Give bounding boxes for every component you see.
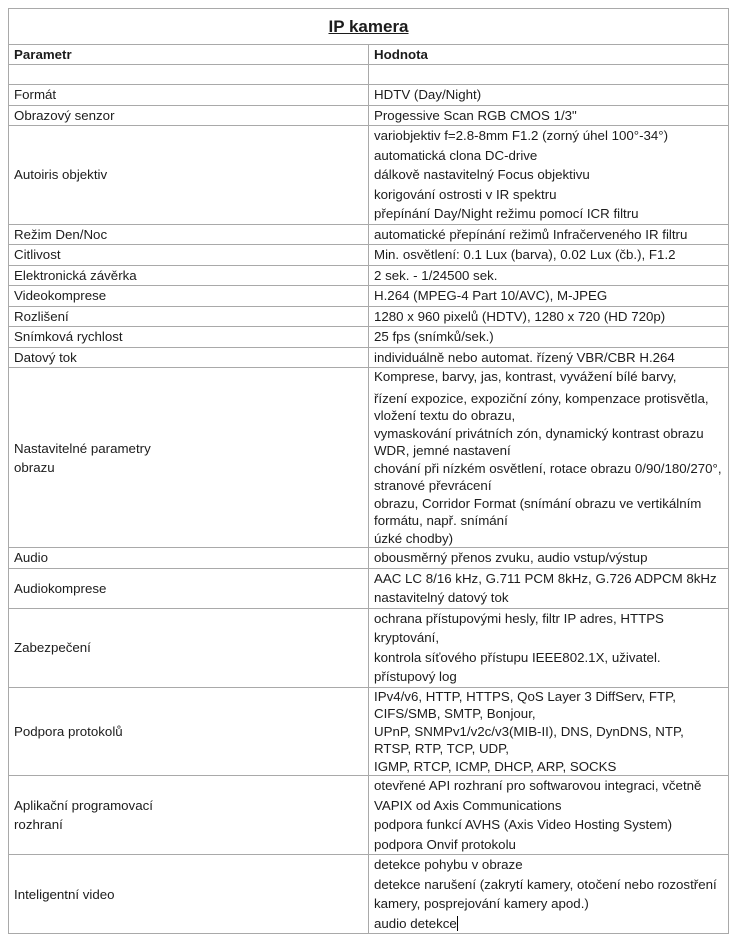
- value-line: [374, 495, 723, 530]
- value-line: [374, 245, 723, 265]
- param-label-line: rozhraní: [14, 817, 63, 832]
- header-value: Hodnota: [369, 45, 729, 65]
- value-line: [374, 796, 723, 816]
- param-label-line: Aplikační programovací: [14, 798, 153, 813]
- spec-table: [8, 8, 729, 934]
- spec-sheet: [8, 8, 729, 934]
- value-text: HDTV (Day/Night): [374, 87, 482, 102]
- value-cell: [369, 568, 729, 608]
- value-line: [374, 855, 723, 875]
- value-text: kamery, posprejování kamery apod.): [374, 896, 589, 911]
- param-cell: Datový tok: [9, 347, 369, 368]
- value-text: IPv4/v6, HTTP, HTTPS, QoS Layer 3 DiffServ, FTP, CIFS/SMB, SMTP, Bonjour,: [374, 688, 676, 721]
- value-text: H.264 (MPEG-4 Part 10/AVC), M-JPEG: [374, 288, 608, 303]
- value-cell: [369, 347, 729, 368]
- table-row: [9, 105, 729, 126]
- empty-cell: [9, 65, 369, 85]
- table-row: [9, 548, 729, 569]
- value-line: [374, 106, 723, 126]
- table-row: [9, 687, 729, 776]
- table-row: [9, 327, 729, 348]
- value-line: [374, 266, 723, 286]
- param-cell: Videokomprese: [9, 286, 369, 307]
- param-cell: Elektronická závěrka: [9, 265, 369, 286]
- table-title: IP kamera: [328, 17, 409, 36]
- value-text: nastavitelný datový tok: [374, 590, 509, 605]
- param-cell: Audiokomprese: [9, 568, 369, 608]
- value-line: [374, 225, 723, 245]
- value-text: Progessive Scan RGB CMOS 1/3": [374, 107, 577, 123]
- value-text: podpora Onvif protokolu: [374, 836, 516, 852]
- value-line: [374, 776, 723, 796]
- value-line: [374, 368, 723, 386]
- value-text: variobjektiv f=2.8-8mm F1.2 (zorný úhel 100°-34°): [374, 128, 669, 143]
- table-row: [9, 776, 729, 855]
- param-cell: Citlivost: [9, 245, 369, 266]
- value-line: [374, 530, 723, 548]
- table-title-cell: [9, 9, 729, 45]
- value-text: otevřené API rozhraní pro softwarovou integraci, včetně: [374, 778, 702, 793]
- empty-cell: [369, 65, 729, 85]
- value-text: přepínání Day/Night režimu pomocí ICR filtru: [374, 206, 639, 221]
- param-cell: Rozlišení: [9, 306, 369, 327]
- value-line: [374, 914, 723, 934]
- value-line: [374, 569, 723, 589]
- header-row: [9, 45, 729, 65]
- value-text: AAC LC 8/16 kHz, G.711 PCM 8kHz, G.726 ADPCM 8kHz: [374, 570, 717, 586]
- value-cell: [369, 105, 729, 126]
- value-text: VAPIX od Axis Communications: [374, 797, 562, 813]
- value-text: UPnP, SNMPv1/v2c/v3(MIB-II), DNS, DynDNS, NTP, RTSP, RTP, TCP, UDP,: [374, 723, 684, 756]
- value-cell: [369, 548, 729, 569]
- value-text: chování při nízkém osvětlení, rotace obrazu 0/90/180/270°, stranové převrácení: [374, 460, 722, 493]
- value-line: [374, 390, 723, 425]
- value-cell: [369, 327, 729, 348]
- value-text: korigování ostrosti v IR spektru: [374, 186, 557, 202]
- table-row: [9, 286, 729, 307]
- value-line: [374, 126, 723, 146]
- value-text: řízení expozice, expoziční zóny, kompenzace protisvětla, vložení textu do obrazu,: [374, 390, 709, 423]
- value-text: automatická clona DC-drive: [374, 147, 538, 163]
- param-cell: Zabezpečení: [9, 608, 369, 687]
- value-cell: [369, 608, 729, 687]
- value-line: [374, 758, 723, 776]
- param-label-line: Nastavitelné parametry: [14, 440, 151, 456]
- param-cell: Obrazový senzor: [9, 105, 369, 126]
- value-line: [374, 548, 723, 568]
- value-cell: [369, 265, 729, 286]
- value-text: dálkově nastavitelný Focus objektivu: [374, 167, 590, 182]
- value-cell: [369, 85, 729, 106]
- value-text: automatické přepínání režimů Infračerveného IR filtru: [374, 226, 688, 242]
- value-line: [374, 875, 723, 895]
- value-line: [374, 425, 723, 460]
- value-cell: [369, 368, 729, 548]
- title-row: [9, 9, 729, 45]
- empty-row: [9, 65, 729, 85]
- table-row: [9, 347, 729, 368]
- header-param: Parametr: [9, 45, 369, 65]
- value-line: [374, 815, 723, 835]
- value-text: úzké chodby): [374, 530, 454, 546]
- table-row: [9, 245, 729, 266]
- value-line: [374, 327, 723, 347]
- table-row: [9, 224, 729, 245]
- value-text: 25 fps (snímků/sek.): [374, 329, 494, 344]
- value-text: Min. osvětlení: 0.1 Lux (barva), 0.02 Lux (čb.), F1.2: [374, 247, 676, 262]
- param-cell: Režim Den/Noc: [9, 224, 369, 245]
- value-cell: [369, 126, 729, 225]
- param-cell: Podpora protokolů: [9, 687, 369, 776]
- value-text: 2 sek. - 1/24500 sek.: [374, 267, 498, 283]
- value-text: 1280 x 960 pixelů (HDTV), 1280 x 720 (HD 720p): [374, 308, 666, 324]
- value-cell: [369, 776, 729, 855]
- value-line: [374, 688, 723, 723]
- value-line: [374, 165, 723, 185]
- table-row: [9, 85, 729, 106]
- value-text: detekce pohybu v obraze: [374, 857, 523, 872]
- value-text: obrazu, Corridor Format (snímání obrazu ve vertikálním formátu, např. snímání: [374, 495, 702, 528]
- value-line: [374, 204, 723, 224]
- value-line: [374, 588, 723, 608]
- value-cell: [369, 687, 729, 776]
- value-line: [374, 723, 723, 758]
- value-line: [374, 348, 723, 368]
- value-cell: [369, 855, 729, 934]
- param-cell: [9, 368, 369, 548]
- value-line: [374, 307, 723, 327]
- param-cell: Audio: [9, 548, 369, 569]
- value-text: audio detekce: [374, 915, 457, 931]
- value-line: [374, 648, 723, 687]
- param-cell: Inteligentní video: [9, 855, 369, 934]
- value-cell: [369, 286, 729, 307]
- value-cell: [369, 245, 729, 266]
- table-row: [9, 608, 729, 687]
- table-row: [9, 568, 729, 608]
- value-text: Komprese, barvy, jas, kontrast, vyvážení bílé barvy,: [374, 369, 677, 384]
- value-text: vymaskování privátních zón, dynamický kontrast obrazu WDR, jemné nastavení: [374, 425, 704, 458]
- value-line: [374, 85, 723, 105]
- table-row: [9, 855, 729, 934]
- value-text: obousměrný přenos zvuku, audio vstup/výstup: [374, 550, 648, 565]
- table-row: [9, 265, 729, 286]
- param-cell: Snímková rychlost: [9, 327, 369, 348]
- value-line: [374, 460, 723, 495]
- value-line: [374, 185, 723, 205]
- value-line: [374, 609, 723, 648]
- text-cursor: [457, 916, 458, 931]
- value-cell: [369, 306, 729, 327]
- value-text: ochrana přístupovými hesly, filtr IP adres, HTTPS kryptování,: [374, 610, 664, 645]
- value-text: kontrola síťového přístupu IEEE802.1X, uživatel. přístupový log: [374, 649, 661, 684]
- param-cell: Formát: [9, 85, 369, 106]
- value-line: [374, 286, 723, 306]
- value-cell: [369, 224, 729, 245]
- table-row: [9, 126, 729, 225]
- value-text: podpora funkcí AVHS (Axis Video Hosting System): [374, 817, 673, 832]
- value-text: individuálně nebo automat. řízený VBR/CBR H.264: [374, 349, 675, 365]
- param-cell: Autoiris objektiv: [9, 126, 369, 225]
- value-line: [374, 146, 723, 166]
- value-text: IGMP, RTCP, ICMP, DHCP, ARP, SOCKS: [374, 758, 617, 774]
- value-line: [374, 894, 723, 914]
- table-row: [9, 368, 729, 548]
- table-row: [9, 306, 729, 327]
- param-cell: [9, 776, 369, 855]
- value-text: detekce narušení (zakrytí kamery, otočení nebo rozostření: [374, 876, 717, 892]
- value-line: [374, 835, 723, 855]
- param-label-line: obrazu: [14, 459, 55, 475]
